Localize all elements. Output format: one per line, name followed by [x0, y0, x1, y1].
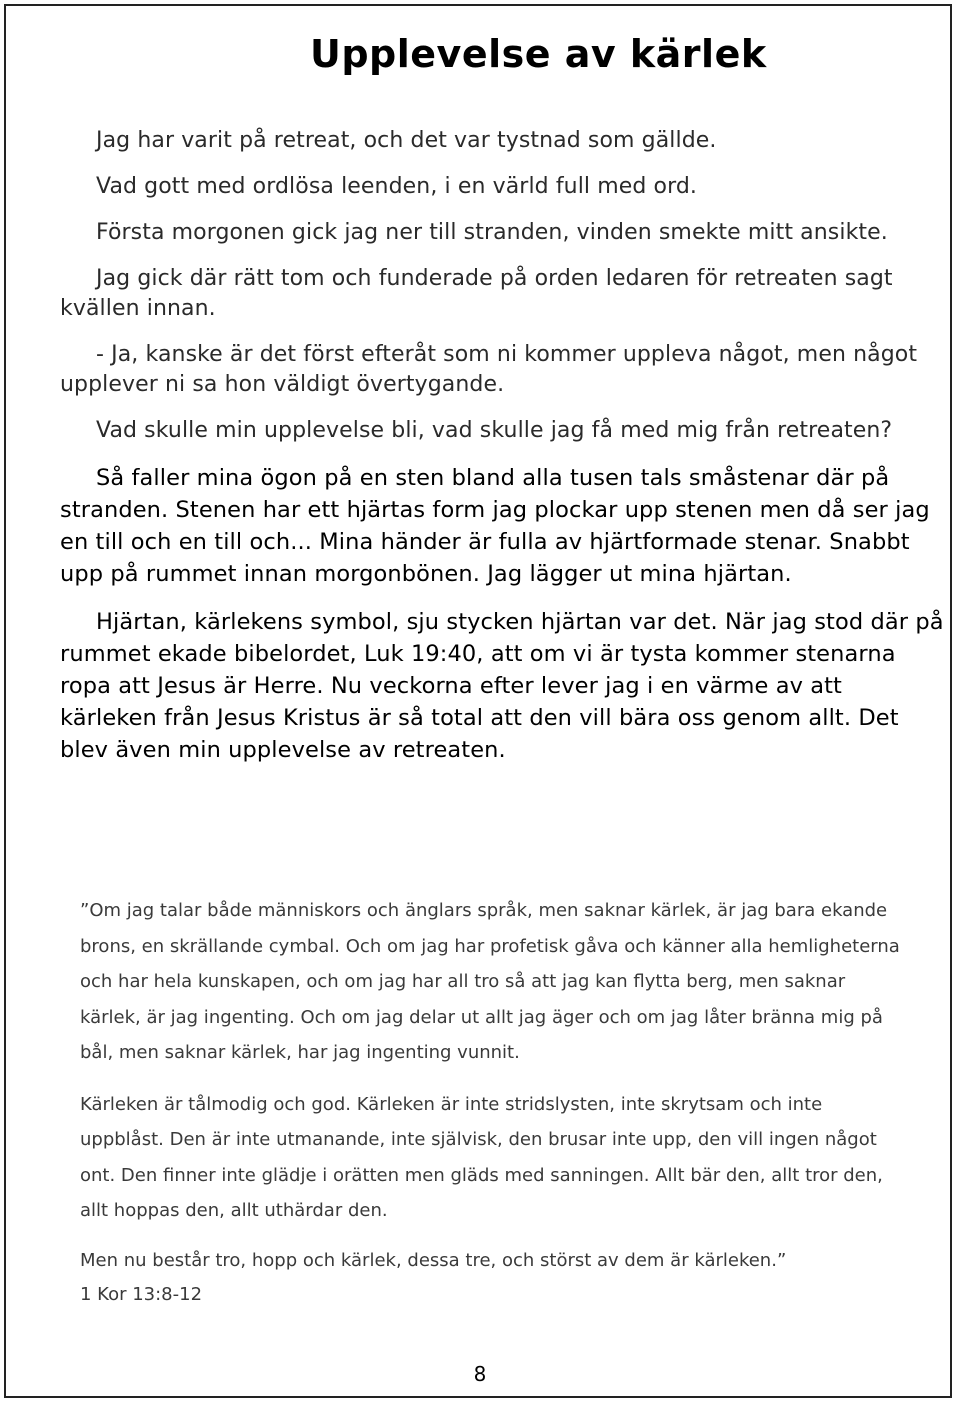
story-paragraph: Vad skulle min upplevelse bli, vad skulle jag få med mig från retreaten? [96, 418, 893, 443]
story-paragraph: - Ja, kanske är det först efteråt som ni kommer uppleva något, men något upplever ni sa hon väldigt övertygande. [60, 342, 918, 397]
story-paragraph: Så faller mina ögon på en sten bland alla tusen tals småstenar där på stranden. Stenen har ett hjärtas form jag plockar upp stenen men då ser jag en till och en till och... Mina händer är fulla av hjärtformade stenar. Snabbt upp på rummet innan morgonbönen. Jag lägger ut mina hjärtan. [60, 465, 930, 587]
story-paragraph: Jag har varit på retreat, och det var tystnad som gällde. [96, 128, 717, 153]
bible-quote [80, 893, 910, 1312]
story-body [60, 126, 944, 766]
quote-paragraph: Kärleken är tålmodig och god. Kärleken är inte stridslysten, inte skrytsam och inte uppblåst. Den är inte utmanande, inte självisk, den brusar inte upp, den vill ingen något ont. Den finner inte glädje i orätten men gläds med sanningen. Allt bär den, allt tror den, allt hoppas den, allt uthärdar den. [80, 1093, 883, 1221]
story-paragraph: Vad gott med ordlösa leenden, i en värld full med ord. [96, 174, 698, 199]
story-paragraph: Hjärtan, kärlekens symbol, sju stycken hjärtan var det. När jag stod där på rummet ekade bibelordet, Luk 19:40, att om vi är tysta kommer stenarna ropa att Jesus är Herre. Nu veckorna efter lever jag i en värme av att kärleken från Jesus Kristus är så total att den vill bära oss genom allt. Det blev även min upplevelse av retreaten. [60, 609, 944, 763]
story-paragraph: Första morgonen gick jag ner till stranden, vinden smekte mitt ansikte. [96, 220, 888, 245]
page-title: Upplevelse av kärlek [310, 32, 767, 76]
quote-paragraph: Men nu består tro, hopp och kärlek, dessa tre, och störst av dem är kärleken.” [80, 1249, 787, 1271]
story-paragraph: Jag gick där rätt tom och funderade på orden ledaren för retreaten sagt kvällen innan. [60, 266, 893, 321]
page-number: 8 [473, 1362, 487, 1386]
quote-reference: 1 Kor 13:8-12 [80, 1284, 203, 1305]
quote-paragraph: ”Om jag talar både människors och änglars språk, men saknar kärlek, är jag bara ekande brons, en skrällande cymbal. Och om jag har profetisk gåva och känner alla hemligheterna och har hela kunskapen, och om jag har all tro så att jag kan flytta berg, men saknar kärlek, är jag ingenting. Och om jag delar ut allt jag äger och om jag låter bränna mig på bål, men saknar kärlek, har jag ingenting vunnit. [80, 900, 900, 1063]
